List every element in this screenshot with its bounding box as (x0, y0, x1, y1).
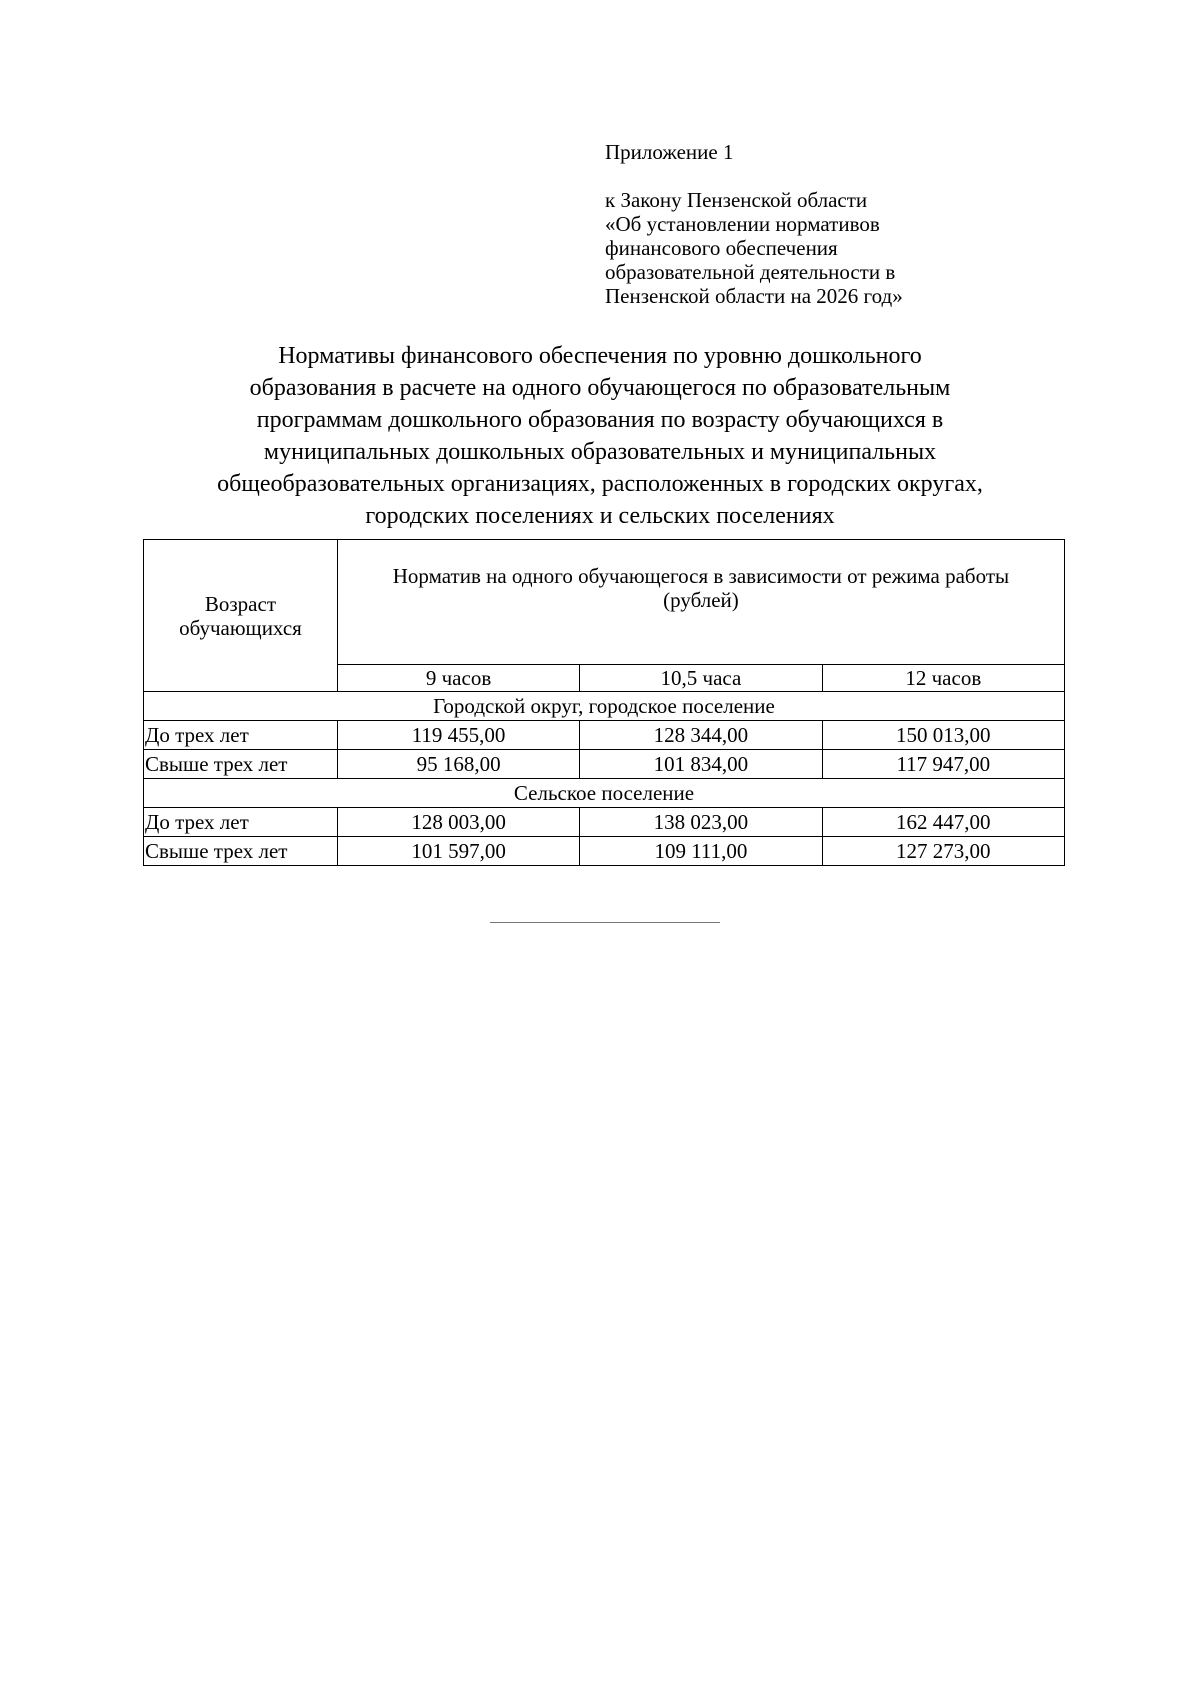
age-label: Свыше трех лет (144, 750, 338, 779)
age-header-line: Возраст (204, 591, 276, 616)
section-title: Сельское поселение (144, 779, 1065, 808)
title-line: городских поселениях и сельских поселениях (365, 503, 835, 529)
value-cell: 162 447,00 (822, 808, 1064, 837)
age-label: До трех лет (144, 721, 338, 750)
norm-header-line: Норматив на одного обучающегося в зависимости от режима работы (392, 564, 1010, 588)
norm-header-line: (рублей) (663, 588, 739, 612)
appendix-line: образовательной деятельности в (605, 260, 896, 284)
value-cell: 117 947,00 (822, 750, 1064, 779)
value-cell: 101 597,00 (337, 837, 579, 866)
age-label: До трех лет (144, 808, 338, 837)
norms-table (143, 539, 1065, 866)
table-row (144, 808, 1065, 837)
column-header-12h: 12 часов (822, 665, 1064, 692)
table-row (144, 750, 1065, 779)
value-cell: 128 344,00 (580, 721, 822, 750)
value-cell: 138 023,00 (580, 808, 822, 837)
title-line: программам дошкольного образования по возрасту обучающихся в (256, 407, 944, 433)
table-row (144, 837, 1065, 866)
value-cell: 95 168,00 (337, 750, 579, 779)
norm-header-cell (337, 540, 1064, 665)
appendix-line: Пензенской области на 2026 год» (605, 284, 903, 308)
age-header-cell (144, 540, 338, 692)
end-divider (490, 922, 720, 923)
section-row-urban (144, 692, 1065, 721)
section-row-rural (144, 779, 1065, 808)
value-cell: 150 013,00 (822, 721, 1064, 750)
appendix-title: Приложение 1 (605, 140, 734, 164)
value-cell: 101 834,00 (580, 750, 822, 779)
title-line: образования в расчете на одного обучающегося по образовательным (249, 375, 951, 401)
table-row (144, 721, 1065, 750)
document-title (130, 340, 1070, 532)
age-label: Свыше трех лет (144, 837, 338, 866)
value-cell: 127 273,00 (822, 837, 1064, 866)
value-cell: 128 003,00 (337, 808, 579, 837)
appendix-line: к Закону Пензенской области (605, 188, 868, 212)
value-cell: 109 111,00 (580, 837, 822, 866)
title-line: общеобразовательных организациях, расположенных в городских округах, (217, 471, 983, 497)
age-header-line: обучающихся (179, 615, 302, 640)
appendix-line: «Об установлении нормативов (605, 212, 880, 236)
column-header-10-5h: 10,5 часа (580, 665, 822, 692)
appendix-block (605, 140, 1025, 308)
value-cell: 119 455,00 (337, 721, 579, 750)
section-title: Городской округ, городское поселение (144, 692, 1065, 721)
title-line: Нормативы финансового обеспечения по уровню дошкольного (278, 343, 922, 369)
column-header-9h: 9 часов (337, 665, 579, 692)
table-header-row (144, 540, 1065, 665)
title-line: муниципальных дошкольных образовательных и муниципальных (263, 439, 937, 465)
appendix-line: финансового обеспечения (605, 236, 838, 260)
